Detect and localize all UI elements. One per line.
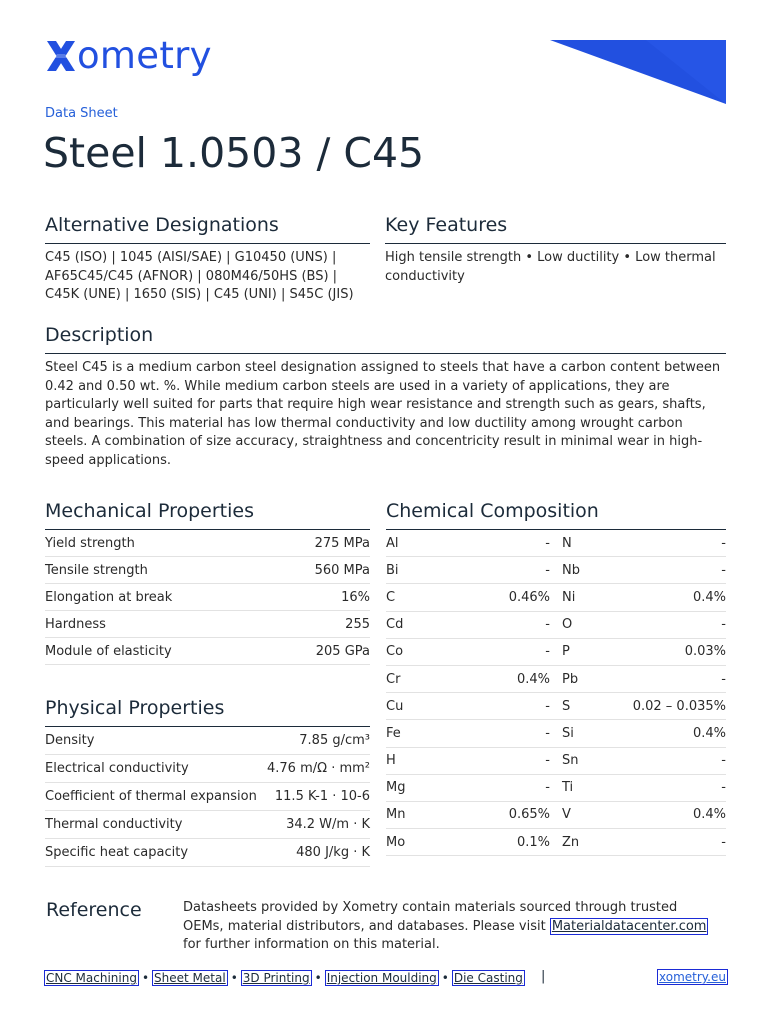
table-row xyxy=(45,611,370,638)
table-row xyxy=(45,638,370,665)
reference-line xyxy=(183,918,728,937)
eyebrow-label: Data Sheet xyxy=(45,106,118,121)
element-symbol: Ti xyxy=(562,780,574,796)
logo-wordmark: ometry xyxy=(77,34,212,77)
element-value: 0.65% xyxy=(508,807,550,823)
element-value: - xyxy=(721,535,726,551)
description-line: speed applications. xyxy=(45,452,172,468)
feature-line: High tensile strength • Low ductility • Low thermal xyxy=(385,250,716,265)
element-symbol: O xyxy=(562,617,573,633)
footer-link-injection-moulding[interactable]: Injection Moulding xyxy=(326,971,437,985)
property-value: 4.76 m/Ω · mm² xyxy=(267,761,370,776)
key-features-heading: Key Features xyxy=(385,213,726,244)
element-symbol: Pb xyxy=(562,671,579,687)
property-value: 275 MPa xyxy=(314,535,370,551)
element-value: - xyxy=(721,780,726,796)
element-value: - xyxy=(545,725,550,741)
description-line: 0.42 and 0.50 wt. %. While medium carbon steels are used in a variety of applications, they are xyxy=(45,378,670,394)
alt-line: C45 (ISO) | 1045 (AISI/SAE) | G10450 (UNS) | xyxy=(45,250,337,265)
footer-link-cnc-machining[interactable]: CNC Machining xyxy=(46,971,137,985)
footer-separator: • xyxy=(230,971,238,985)
description-text xyxy=(45,359,735,470)
table-row xyxy=(386,748,726,775)
element-value: 0.02 – 0.035% xyxy=(632,698,726,714)
physical-properties-table xyxy=(45,727,370,867)
element-value: - xyxy=(721,562,726,578)
element-symbol: Mn xyxy=(386,807,406,823)
chemical-composition-heading: Chemical Composition xyxy=(386,499,726,530)
table-row xyxy=(45,811,370,839)
element-symbol: S xyxy=(562,698,571,714)
element-value: - xyxy=(545,535,550,551)
description-line: and bearings. This material has low thermal conductivity and low ductility among wrought carbon xyxy=(45,415,683,431)
table-row xyxy=(386,557,726,584)
description-line: Steel C45 is a medium carbon steel designation assigned to steels that have a carbon content between xyxy=(45,360,721,375)
element-symbol: Zn xyxy=(562,834,580,850)
table-row xyxy=(386,612,726,639)
footer-divider: | xyxy=(541,969,546,984)
footer-separator: • xyxy=(441,971,449,985)
reference-line: for further information on this material. xyxy=(183,937,440,952)
property-value: 255 xyxy=(345,616,370,632)
reference-line: Datasheets provided by Xometry contain materials sourced through trusted xyxy=(183,900,678,915)
table-row xyxy=(386,693,726,720)
element-symbol: Bi xyxy=(386,562,399,578)
element-symbol: H xyxy=(386,753,396,769)
element-symbol: Si xyxy=(562,725,574,741)
property-label: Coefficient of thermal expansion xyxy=(45,789,257,804)
table-row xyxy=(386,802,726,829)
description-line: particularly well suited for parts that require high wear resistance and strength such as gears, shafts, xyxy=(45,397,706,412)
property-label: Thermal conductivity xyxy=(45,817,183,832)
element-value: - xyxy=(721,753,726,769)
element-value: - xyxy=(545,644,550,660)
element-value: 0.4% xyxy=(692,589,726,605)
table-row xyxy=(45,783,370,811)
site-link-text[interactable]: xometry.eu xyxy=(659,970,726,984)
footer-separator: • xyxy=(314,971,322,985)
x-logo-mark-icon xyxy=(44,37,78,75)
table-row xyxy=(45,727,370,755)
property-label: Electrical conductivity xyxy=(45,761,189,776)
element-symbol: Co xyxy=(386,644,404,660)
property-label: Elongation at break xyxy=(45,589,173,605)
footer-link-3d-printing[interactable]: 3D Printing xyxy=(242,971,310,985)
element-symbol: V xyxy=(562,807,571,823)
description-heading: Description xyxy=(45,323,726,354)
alternative-designations-heading: Alternative Designations xyxy=(45,213,370,244)
mechanical-properties-table xyxy=(45,530,370,665)
element-symbol: N xyxy=(562,535,572,551)
table-row xyxy=(45,755,370,783)
element-symbol: Cd xyxy=(386,617,404,633)
table-row xyxy=(386,666,726,693)
materialdatacenter-link[interactable]: Materialdatacenter.com xyxy=(551,918,707,934)
table-row xyxy=(386,639,726,666)
chemical-composition-table xyxy=(386,530,726,856)
property-label: Tensile strength xyxy=(45,562,148,578)
property-value: 480 J/kg · K xyxy=(296,845,370,860)
element-value: - xyxy=(721,834,726,850)
page-title: Steel 1.0503 / C45 xyxy=(43,129,425,177)
footer-separator: • xyxy=(141,971,150,985)
corner-decoration-icon xyxy=(550,40,726,104)
alt-line: C45K (UNE) | 1650 (SIS) | C45 (UNI) | S45C (JIS) xyxy=(45,287,354,302)
table-row xyxy=(386,584,726,611)
element-symbol: Fe xyxy=(386,725,401,741)
reference-text xyxy=(183,899,728,955)
alt-line: AF65C45/C45 (AFNOR) | 080M46/50HS (BS) | xyxy=(45,268,338,284)
element-value: 0.1% xyxy=(516,834,550,850)
property-label: Specific heat capacity xyxy=(45,845,189,860)
element-value: 0.4% xyxy=(692,807,726,823)
table-row xyxy=(45,839,370,867)
element-symbol: Ni xyxy=(562,589,576,605)
footer-site-link[interactable] xyxy=(657,970,728,984)
element-value: 0.4% xyxy=(692,725,726,741)
element-value: - xyxy=(721,671,726,687)
property-label: Module of elasticity xyxy=(45,643,172,659)
alternative-designations-text xyxy=(45,249,375,305)
element-symbol: Cr xyxy=(386,671,401,687)
reference-line-text: OEMs, material distributors, and databases. Please visit xyxy=(183,918,550,934)
table-row xyxy=(386,775,726,802)
description-line: steels. A combination of size accuracy, straightness and concentricity result in minimal wear in high- xyxy=(45,434,703,449)
reference-heading: Reference xyxy=(46,899,142,921)
table-row xyxy=(45,584,370,611)
element-symbol: Mo xyxy=(386,834,406,850)
element-symbol: C xyxy=(386,589,396,605)
table-row xyxy=(386,720,726,747)
property-value: 560 MPa xyxy=(314,562,370,578)
mechanical-properties-heading: Mechanical Properties xyxy=(45,499,370,530)
element-value: - xyxy=(545,562,550,578)
property-label: Hardness xyxy=(45,616,106,632)
key-features-text xyxy=(385,249,726,286)
element-value: 0.03% xyxy=(684,644,726,660)
element-symbol: P xyxy=(562,644,570,660)
property-value: 205 GPa xyxy=(315,643,370,659)
element-value: 0.4% xyxy=(516,671,550,687)
element-value: - xyxy=(545,698,550,714)
physical-properties-heading: Physical Properties xyxy=(45,696,370,727)
property-value: 11.5 K-1 · 10-6 xyxy=(274,789,370,804)
table-row xyxy=(386,829,726,856)
table-row xyxy=(386,530,726,557)
table-row xyxy=(45,557,370,584)
element-value: - xyxy=(721,617,726,633)
element-symbol: Sn xyxy=(562,753,579,769)
property-value: 34.2 W/m · K xyxy=(286,817,370,832)
footer-links xyxy=(44,970,525,986)
element-symbol: Cu xyxy=(386,698,404,714)
footer-link-die-casting[interactable]: Die Casting xyxy=(453,971,523,985)
element-value: - xyxy=(545,780,550,796)
property-value: 16% xyxy=(341,589,370,605)
property-label: Density xyxy=(45,733,95,748)
footer-link-sheet-metal[interactable]: Sheet Metal xyxy=(154,971,226,985)
element-symbol: Mg xyxy=(386,780,406,796)
element-symbol: Nb xyxy=(562,562,580,578)
table-row xyxy=(45,530,370,557)
element-symbol: Al xyxy=(386,535,399,551)
element-value: - xyxy=(545,617,550,633)
property-value: 7.85 g/cm³ xyxy=(299,733,370,748)
element-value: 0.46% xyxy=(508,589,550,605)
xometry-logo xyxy=(44,34,212,78)
element-value: - xyxy=(545,753,550,769)
property-label: Yield strength xyxy=(45,535,135,551)
feature-line: conductivity xyxy=(385,268,465,284)
